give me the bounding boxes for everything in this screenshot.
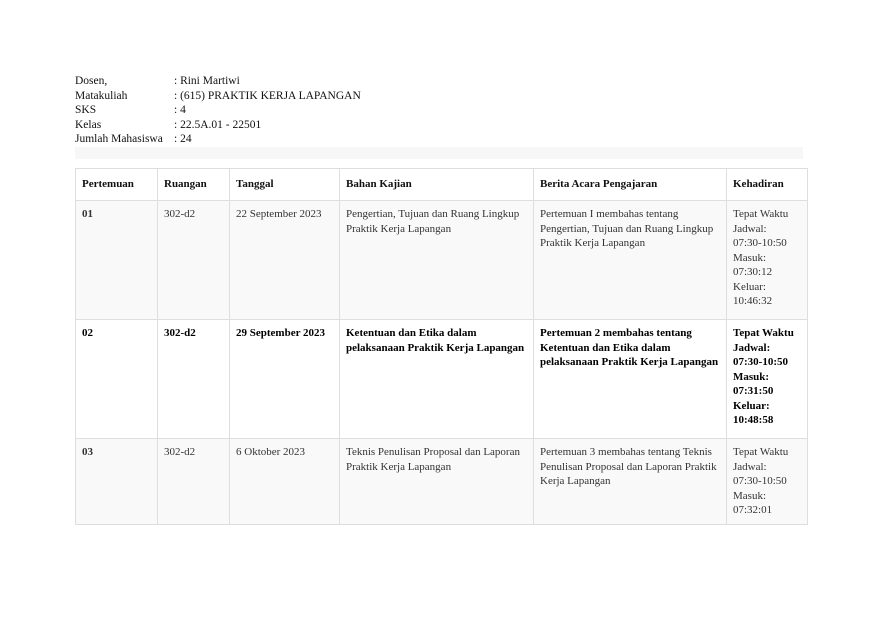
header-kehadiran: Kehadiran: [727, 169, 808, 201]
sks-label: SKS: [75, 104, 97, 116]
cell-tanggal: 6 Oktober 2023: [230, 439, 340, 525]
jumlah-label: Jumlah Mahasiswa: [75, 133, 163, 145]
cell-berita-acara: Pertemuan 3 membahas tentang Teknis Penulisan Proposal dan Laporan Praktik Kerja Lapangan: [534, 439, 727, 525]
kehadiran-jadwal-label: Jadwal:: [733, 341, 771, 354]
kehadiran-jadwal-value: 07:30-10:50: [733, 356, 788, 368]
info-row-kelas: [75, 118, 361, 133]
dosen-label: Dosen,: [75, 75, 108, 87]
info-row-matakuliah: [75, 89, 361, 104]
kehadiran-masuk-label: Masuk:: [733, 489, 766, 502]
header-tanggal: Tanggal: [230, 169, 340, 201]
info-row-sks: [75, 103, 361, 118]
separator-band: [75, 147, 803, 159]
cell-tanggal: 29 September 2023: [230, 320, 340, 439]
kehadiran-keluar-label: Keluar:: [733, 280, 766, 293]
kehadiran-masuk-value: 07:30:12: [733, 266, 773, 278]
kehadiran-masuk-label: Masuk:: [733, 251, 766, 264]
kehadiran-keluar-label: Keluar:: [733, 399, 770, 412]
dosen-value: : Rini Martiwi: [174, 75, 240, 87]
cell-berita-acara: Pertemuan 2 membahas tentang Ketentuan dan Etika dalam pelaksanaan Praktik Kerja Lapangan: [534, 320, 727, 439]
attendance-table: [75, 168, 808, 525]
info-row-jumlah: [75, 132, 361, 147]
kehadiran-status: Tepat Waktu: [733, 327, 794, 339]
kehadiran-status: Tepat Waktu: [733, 208, 789, 220]
kehadiran-masuk-label: Masuk:: [733, 370, 770, 383]
kelas-label: Kelas: [75, 118, 102, 131]
cell-ruangan: 302-d2: [158, 201, 230, 320]
kehadiran-jadwal-label: Jadwal:: [733, 222, 767, 235]
table-row: [76, 201, 808, 320]
cell-pertemuan: 02: [76, 320, 158, 439]
cell-kehadiran: [727, 201, 808, 320]
kehadiran-keluar-value: 10:48:58: [733, 414, 774, 426]
cell-kehadiran: [727, 439, 808, 525]
matakuliah-value: : (615) PRAKTIK KERJA LAPANGAN: [174, 89, 361, 102]
cell-ruangan: 302-d2: [158, 439, 230, 525]
jumlah-value: : 24: [174, 133, 192, 145]
header-bahan-kajian: Bahan Kajian: [340, 169, 534, 201]
sks-value: : 4: [174, 104, 186, 116]
kehadiran-status: Tepat Waktu: [733, 446, 789, 458]
course-info: [75, 74, 361, 147]
cell-bahan-kajian: Teknis Penulisan Proposal dan Laporan Praktik Kerja Lapangan: [340, 439, 534, 525]
kehadiran-jadwal-label: Jadwal:: [733, 460, 767, 473]
header-berita-acara: Berita Acara Pengajaran: [534, 169, 727, 201]
table-row: [76, 439, 808, 525]
matakuliah-label: Matakuliah: [75, 89, 128, 102]
header-ruangan: Ruangan: [158, 169, 230, 201]
cell-bahan-kajian: Pengertian, Tujuan dan Ruang Lingkup Praktik Kerja Lapangan: [340, 201, 534, 320]
kelas-value: : 22.5A.01 - 22501: [174, 118, 262, 131]
table-header-row: [76, 169, 808, 201]
header-pertemuan: Pertemuan: [76, 169, 158, 201]
kehadiran-masuk-value: 07:32:01: [733, 504, 773, 516]
cell-pertemuan: 01: [76, 201, 158, 320]
info-row-dosen: [75, 74, 361, 89]
kehadiran-jadwal-value: 07:30-10:50: [733, 475, 787, 487]
cell-ruangan: 302-d2: [158, 320, 230, 439]
cell-tanggal: 22 September 2023: [230, 201, 340, 320]
kehadiran-keluar-value: 10:46:32: [733, 295, 773, 307]
table-row: [76, 320, 808, 439]
cell-bahan-kajian: Ketentuan dan Etika dalam pelaksanaan Praktik Kerja Lapangan: [340, 320, 534, 439]
cell-berita-acara: Pertemuan I membahas tentang Pengertian, Tujuan dan Ruang Lingkup Praktik Kerja Lapangan: [534, 201, 727, 320]
cell-pertemuan: 03: [76, 439, 158, 525]
kehadiran-jadwal-value: 07:30-10:50: [733, 237, 787, 249]
kehadiran-masuk-value: 07:31:50: [733, 385, 774, 397]
cell-kehadiran: [727, 320, 808, 439]
